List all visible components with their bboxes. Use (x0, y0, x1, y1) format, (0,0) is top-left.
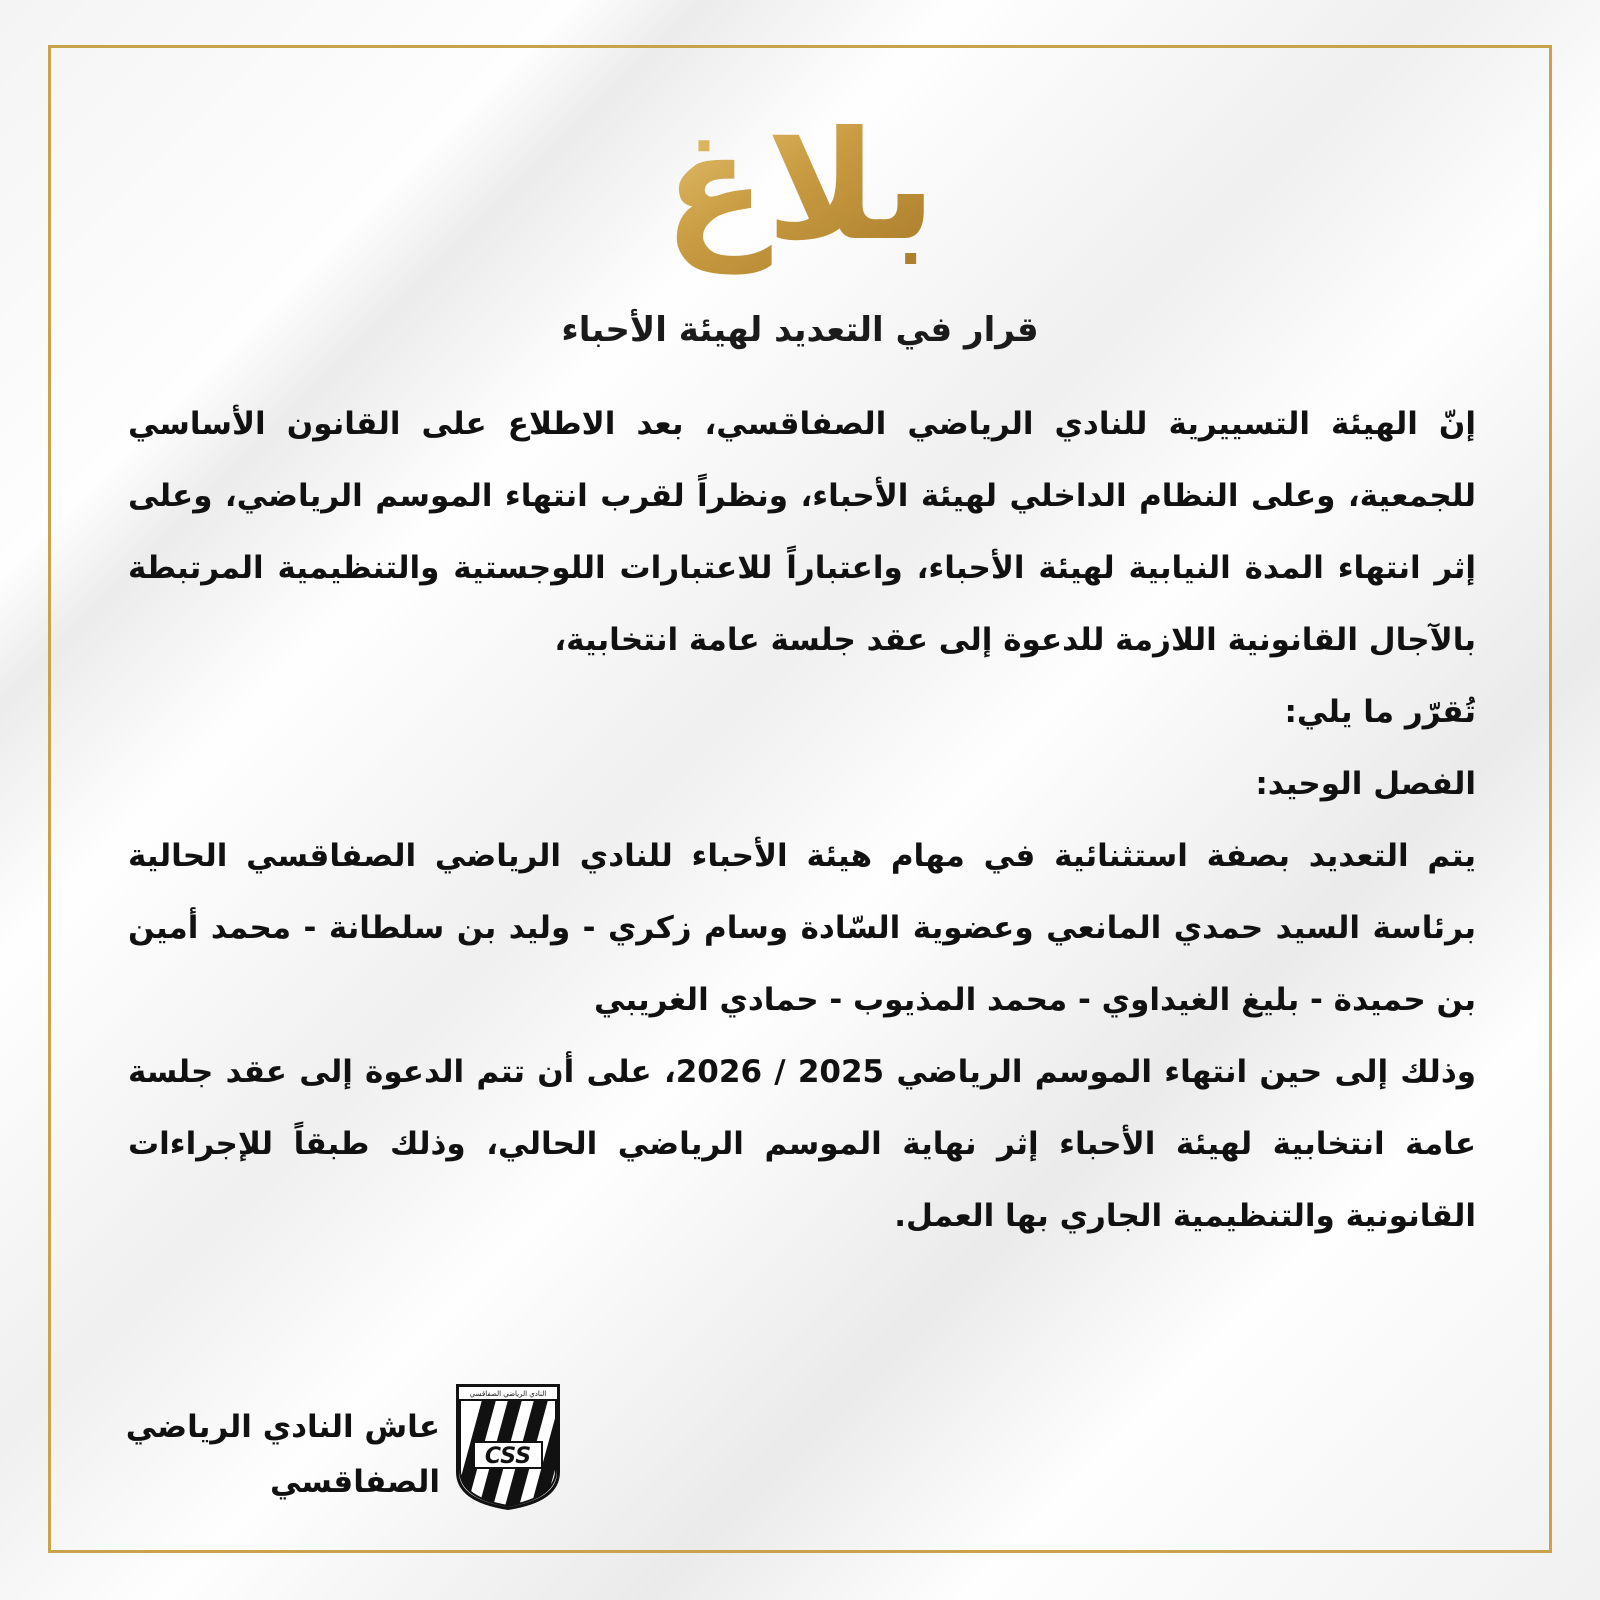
signoff-line-1: عاش النادي الرياضي (125, 1409, 440, 1445)
article-paragraph: يتم التعديد بصفة استثنائية في مهام هيئة الأحباء للنادي الرياضي الصفاقسي الحالية برئاسة السيد حمدي المانعي وعضوية السّادة وسام زكري - وليد بن سلطانة - محمد أمين بن حميدة - بليغ الغيداوي - محمد المذيوب - حمادي الغريبي (128, 838, 1476, 1018)
closing-paragraph: وذلك إلى حين انتهاء الموسم الرياضي 2025 / 2026، على أن تتم الدعوة إلى عقد جلسة عامة انتخابية لهيئة الأحباء إثر نهاية الموسم الرياضي الحالي، وذلك طبقاً للإجراءات القانونية والتنظيمية الجاري بها العمل. (128, 1054, 1476, 1234)
page-title: قرار في التعديد لهيئة الأحباء (561, 310, 1039, 350)
signoff-line-2: الصفاقسي (270, 1464, 440, 1500)
announcement-logo (0, 88, 1600, 278)
crest-top-text: النادي الرياضي الصفاقسي (469, 1390, 547, 1398)
article-heading: الفصل الوحيد: (1255, 766, 1476, 802)
css-crest-icon (452, 1380, 564, 1510)
announcement-wordmark (665, 88, 935, 278)
logo-word-text: بلاغ (665, 100, 935, 274)
crest-letters: CSS (484, 1444, 532, 1469)
announcement-body (128, 388, 1476, 1252)
signoff (120, 1400, 440, 1510)
decision-intro: تُقرّر ما يلي: (1284, 694, 1476, 730)
intro-paragraph: إنّ الهيئة التسييرية للنادي الرياضي الصفاقسي، بعد الاطلاع على القانون الأساسي للجمعية، وعلى النظام الداخلي لهيئة الأحباء، ونظراً لقرب انتهاء الموسم الرياضي، وعلى إثر انتهاء المدة النيابية لهيئة الأحباء، واعتباراً للاعتبارات اللوجستية والتنظيمية المرتبطة بالآجال القانونية اللازمة للدعوة إلى عقد جلسة عامة انتخابية، (128, 406, 1476, 658)
club-crest (452, 1380, 564, 1510)
